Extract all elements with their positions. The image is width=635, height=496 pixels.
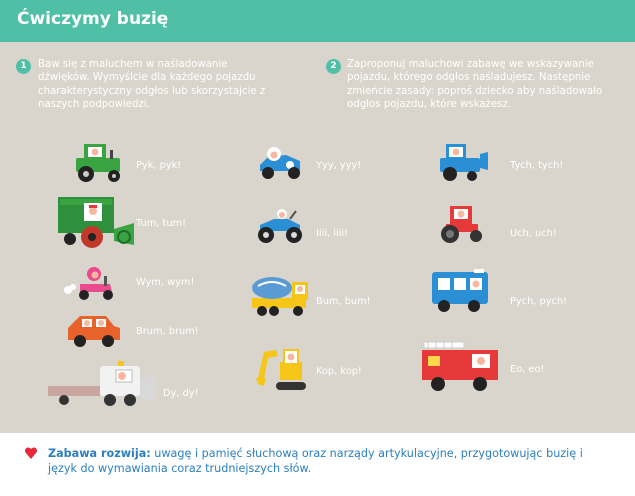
sound-label: Pyk, pyk! (136, 160, 182, 171)
sound-label: Brum, brum! (136, 326, 199, 337)
heart-icon (24, 446, 38, 460)
snowplow-truck-icon (46, 358, 158, 408)
sound-label: Pych, pych! (510, 296, 568, 307)
header-bar (0, 0, 635, 42)
sound-label: Bum, bum! (316, 296, 371, 307)
cement-mixer-icon (248, 270, 312, 318)
bus-icon (430, 268, 490, 314)
sound-label: Dy, dy! (163, 388, 199, 399)
step-2-text: Zaproponuj maluchowi zabawę we wskazywanie pojazdu, którego odgłos naśladujesz. Następnie zmieńcie zasady: poproś dziecko aby naśladowało odgłos pojazdu, które wskażesz. (347, 59, 603, 111)
sound-label: Iiii, iiii! (316, 228, 349, 239)
sound-label: Kop, kop! (316, 366, 362, 377)
fire-truck-icon (420, 336, 500, 394)
excavator-icon (254, 344, 310, 394)
road-roller-icon (436, 202, 486, 244)
step-1-text: Baw się z maluchem w naśladowanie dźwięków. Wymyślcie dla każdego pojazdu charakterystyczny odgłos lub skorzystajcie z naszych podpowiedzi. (38, 59, 266, 111)
sound-label: Eo, eo! (510, 364, 545, 375)
sound-label: Uch, uch! (510, 228, 557, 239)
pink-scooter-icon (62, 262, 118, 302)
step-1-badge: 1 (16, 59, 31, 74)
footer-label: Zabawa rozwija: (48, 447, 151, 460)
sound-label: Wym, wym! (136, 277, 195, 288)
combine-harvester-icon (56, 193, 136, 249)
quad-bike-icon (254, 207, 306, 245)
orange-car-icon (66, 312, 122, 348)
sound-label: Yyy, yyy! (316, 160, 362, 171)
footer-body: uwagę i pamięć słuchową oraz narządy artykulacyjne, przygotowując buzię i język do wymawiania coraz trudniejszych słów. (48, 447, 583, 475)
blue-tractor-icon (436, 140, 488, 184)
sound-label: Tych, tych! (510, 160, 564, 171)
race-car-icon (256, 145, 304, 181)
green-tractor-icon (70, 140, 126, 184)
page-title: Ćwiczymy buzię (17, 9, 169, 29)
step-2-badge: 2 (326, 59, 341, 74)
footer-text (48, 446, 608, 476)
sound-label: Tum, tum! (136, 218, 186, 229)
